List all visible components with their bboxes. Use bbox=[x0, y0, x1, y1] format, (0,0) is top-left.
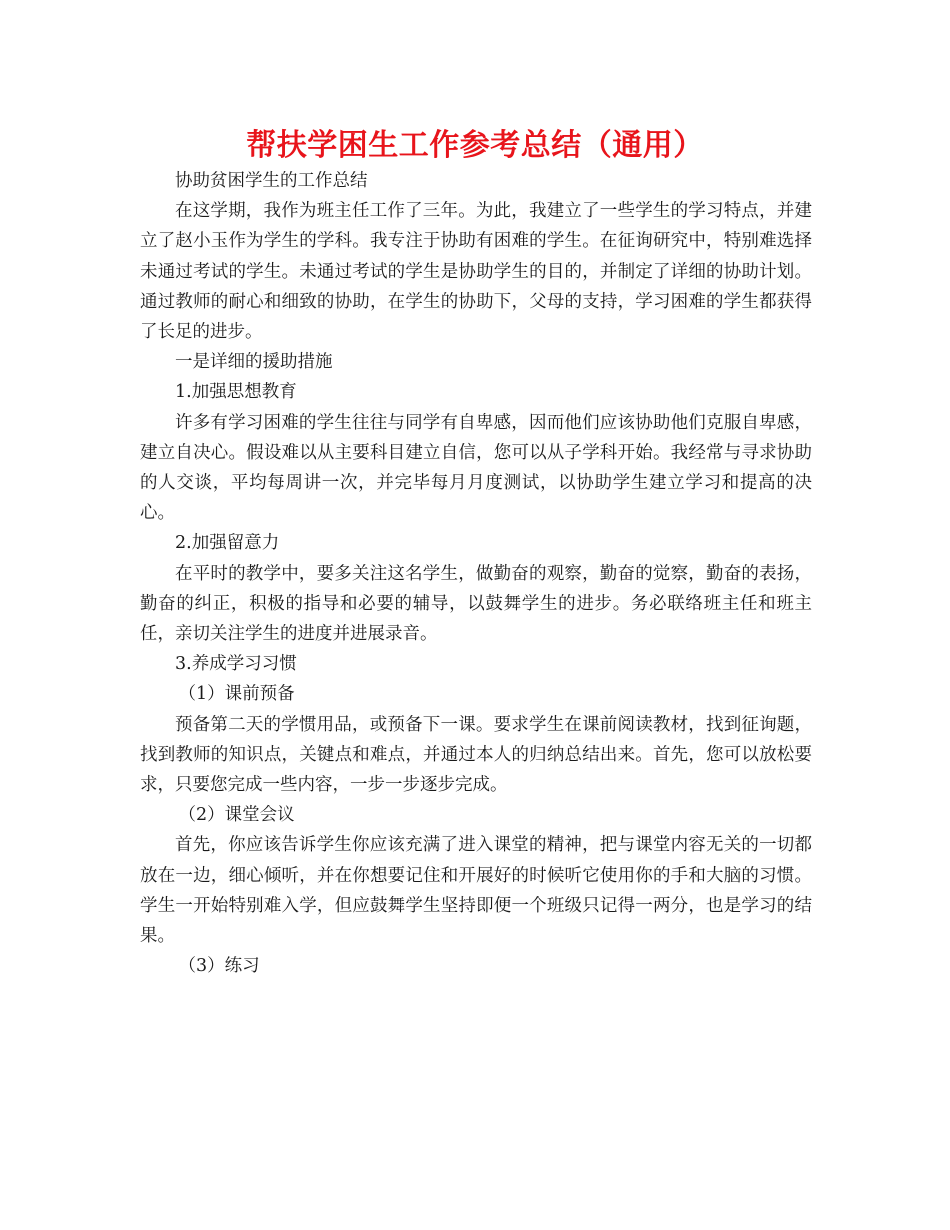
sub-item-heading: （1）课前预备 bbox=[178, 684, 295, 705]
sub-item-heading: （3）练习 bbox=[178, 956, 260, 977]
body-paragraph: 在平时的教学中，要多关注这名学生，做勤奋的观察，勤奋的觉察，勤奋的表扬，勤奋的纠正，积极的指导和必要的辅导，以鼓舞学生的进步。务必联络班主任和班主任，亲切关注学生的进度并进展录音。 bbox=[140, 563, 812, 645]
document-title: 帮扶学困生工作参考总结（通用） bbox=[246, 128, 704, 163]
sub-item-heading: （2）课堂会议 bbox=[178, 805, 295, 826]
body-paragraph: 首先，你应该告诉学生你应该充满了进入课堂的精神，把与课堂内容无关的一切都放在一边，细心倾听，并在你想要记住和开展好的时候听它使用你的手和大脑的习惯。学生一开始特别难入学，但应鼓舞学生坚持即便一个班级只记得一两分，也是学习的结果。 bbox=[140, 835, 812, 947]
subsection-heading: 3.养成学习习惯 bbox=[175, 654, 297, 675]
subsection-heading: 2.加强留意力 bbox=[175, 533, 280, 554]
subsection-heading: 1.加强思想教育 bbox=[175, 382, 297, 403]
body-paragraph: 许多有学习困难的学生往往与同学有自卑感，因而他们应该协助他们克服自卑感，建立自决心。假设难以从主要科目建立自信，您可以从子学科开始。我经常与寻求协助的人交谈，平均每周讲一次，并完毕每月月度测试，以协助学生建立学习和提高的决心。 bbox=[140, 412, 812, 524]
subtitle-paragraph: 协助贫困学生的工作总结 bbox=[175, 171, 368, 191]
document-body bbox=[140, 166, 812, 981]
body-paragraph: 预备第二天的学惯用品，或预备下一课。要求学生在课前阅读教材，找到征询题，找到教师的知识点，关键点和难点，并通过本人的归纳总结出来。首先，您可以放松要求，只要您完成一些内容，一步一步逐步完成。 bbox=[140, 714, 812, 796]
section-heading: 一是详细的援助措施 bbox=[175, 352, 333, 373]
intro-paragraph: 在这学期，我作为班主任工作了三年。为此，我建立了一些学生的学习特点，并建立了赵小玉作为学生的学科。我专注于协助有困难的学生。在征询研究中，特别难选择未通过考试的学生。未通过考试的学生是协助学生的目的，并制定了详细的协助计划。通过教师的耐心和细致的协助，在学生的协助下，父母的支持，学习困难的学生都获得了长足的进步。 bbox=[140, 201, 812, 343]
